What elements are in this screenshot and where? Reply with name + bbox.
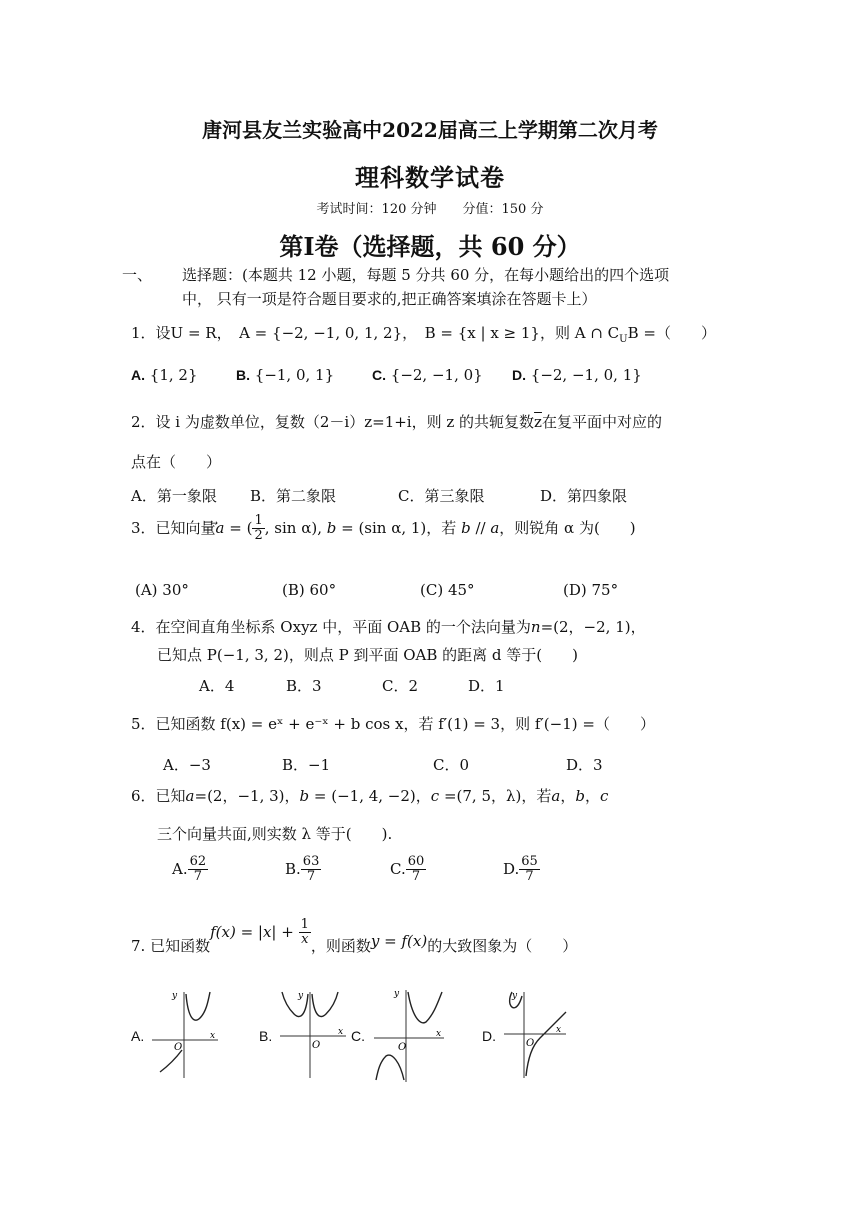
option-text: {1, 2} <box>149 366 198 384</box>
q4-option-d[interactable]: D．1 <box>468 677 505 695</box>
q4-stem-line1 <box>131 616 646 637</box>
q7-graph-a[interactable] <box>148 988 224 1080</box>
q3-option-d[interactable]: (D) 75° <box>563 581 619 599</box>
q1-option-b[interactable] <box>236 366 334 384</box>
q5-stem: 5．已知函数 f(x) = eˣ + e⁻ˣ + b cos x，若 f′(1) = 3，则 f′(−1) =（ ） <box>131 715 655 733</box>
option-label: A. <box>131 367 145 383</box>
fraction <box>188 855 209 885</box>
q4-option-c[interactable]: C．2 <box>382 677 419 695</box>
q6-stem-line2: 三个向量共面,则实数 λ 等于( ). <box>157 825 393 843</box>
q3-option-c[interactable]: (C) 45° <box>420 581 475 599</box>
fraction-num: 1 <box>300 917 309 932</box>
q6-text: ， <box>584 787 600 805</box>
q4-text: 4．在空间直角坐标系 Oxyz 中，平面 OAB 的一个法向量为 <box>131 618 531 636</box>
fraction-num: 63 <box>302 854 320 869</box>
volume-heading: 第Ⅰ卷（选择题，共 60 分） <box>279 232 581 261</box>
section-number: 一、 <box>122 266 153 284</box>
q1-option-d[interactable] <box>512 366 642 384</box>
q4-option-b[interactable]: B．3 <box>286 677 322 695</box>
exam-title: 唐河县友兰实验高中2022届高三上学期第二次月考 <box>202 118 658 142</box>
q3-text: ，则锐角 α 为( ) <box>499 518 636 537</box>
q7-function: f(x) = |x| + <box>210 922 299 941</box>
option-label: A. <box>172 859 188 878</box>
section-intro-line1: 选择题：(本题共 12 小题，每题 5 分共 60 分，在每小题给出的四个选项 <box>182 266 670 284</box>
q3-text: , sin α), <box>264 518 327 537</box>
origin-label: O <box>526 1038 535 1049</box>
q3-text: 3．已知向量 <box>131 518 216 537</box>
x-label: x <box>338 1027 344 1037</box>
q7-graph-c-label: C. <box>351 1028 365 1044</box>
fraction-num: 1 <box>254 513 263 528</box>
x-label: x <box>210 1031 216 1041</box>
vector-b: b <box>575 787 585 805</box>
q2-text-a: 2．设 i 为虚数单位，复数（2－i）z=1+i，则 z 的共轭复数 <box>131 413 535 431</box>
y-label: y <box>172 991 178 1001</box>
q7-graph-b[interactable] <box>276 988 352 1080</box>
y-label: y <box>512 991 518 1001</box>
q1-tail: B =（ ） <box>627 324 716 342</box>
q6-option-a[interactable] <box>172 855 208 885</box>
q1-stem-text: 1．设U = R， A = {−2, −1, 0, 1, 2}， B = {x | x ≥ 1}，则 A ∩ C <box>131 324 620 342</box>
q6-option-c[interactable] <box>390 855 426 885</box>
q6-text: =(2，−1, 3)， <box>194 787 300 805</box>
option-label: C. <box>390 859 406 878</box>
option-label: D. <box>512 367 526 383</box>
fraction-den: 7 <box>193 869 203 885</box>
q6-stem-line1 <box>131 785 608 806</box>
q1-option-a[interactable] <box>131 366 198 384</box>
y-label: y <box>394 989 400 999</box>
curve-right <box>186 992 210 1020</box>
q2-option-d[interactable]: D．第四象限 <box>540 487 628 505</box>
exam-info: 考试时间：120 分钟 分值：150 分 <box>316 202 544 217</box>
vector-c: c <box>599 787 609 805</box>
q1-sub: U <box>619 334 628 345</box>
fraction-den: 2 <box>254 528 263 544</box>
q3-stem <box>131 514 636 544</box>
q5-option-d[interactable]: D．3 <box>566 756 603 774</box>
curve-right <box>312 992 338 1017</box>
q6-option-b[interactable] <box>285 855 321 885</box>
q6-text: =(7, 5，λ)，若 <box>439 787 552 805</box>
option-label: D. <box>503 859 520 878</box>
x-label: x <box>436 1029 442 1039</box>
fraction-num: 62 <box>189 854 207 869</box>
origin-label: O <box>174 1042 183 1053</box>
q2-stem-line2: 点在（ ） <box>131 453 222 471</box>
y-label: y <box>298 991 304 1001</box>
origin-label: O <box>312 1040 321 1051</box>
x-label: x <box>556 1025 562 1035</box>
vector-a: a <box>551 787 561 805</box>
fraction-num: 60 <box>407 854 425 869</box>
q5-option-b[interactable]: B．−1 <box>282 756 331 774</box>
fraction-den: 7 <box>525 869 534 885</box>
q6-text: = (−1, 4, −2)， <box>309 787 431 805</box>
fraction <box>301 855 322 885</box>
option-text: {−2, −1, 0} <box>390 366 483 384</box>
q6-text: ， <box>560 787 576 805</box>
section-intro-line2: 中， 只有一项是符合题目要求的,把正确答案填涂在答题卡上） <box>182 290 597 308</box>
vector-n: n <box>530 618 541 636</box>
fraction-den: 7 <box>411 869 421 885</box>
q7-text: ，则函数 <box>310 936 371 955</box>
vector-a: a <box>185 787 195 805</box>
vector-a <box>216 519 225 537</box>
option-label: B. <box>236 367 250 383</box>
curve-left <box>282 992 308 1017</box>
q4-option-a[interactable]: A．4 <box>199 677 235 695</box>
q2-option-b[interactable]: B．第二象限 <box>250 487 337 505</box>
vector-c: c <box>430 787 440 805</box>
option-label: B. <box>285 859 301 878</box>
q2-stem-line1 <box>131 411 662 432</box>
q5-option-a[interactable]: A．−3 <box>163 756 211 774</box>
q3-text: // <box>470 518 491 537</box>
q4-stem-line2: 已知点 P(−1, 3, 2)，则点 P 到平面 OAB 的距离 d 等于( ) <box>157 646 578 664</box>
q3-option-b[interactable]: (B) 60° <box>282 581 337 599</box>
fraction <box>519 855 540 885</box>
q7-graph-b-label: B. <box>259 1028 273 1044</box>
q7-graph-d[interactable] <box>500 988 572 1080</box>
q7-text: 7. 已知函数 <box>131 936 211 955</box>
vector-b: b <box>299 787 310 805</box>
option-label: C. <box>372 367 386 383</box>
exam-subtitle: 理科数学试卷 <box>355 163 505 192</box>
q7-graph-c[interactable] <box>370 986 450 1084</box>
q3-text: = (sin α, 1)，若 <box>336 518 462 537</box>
curve-left <box>160 1050 182 1072</box>
fraction-num: 65 <box>521 854 538 869</box>
q2-zbar: $\overline{z}$ <box>534 413 542 431</box>
fraction <box>299 918 311 948</box>
vector-b: b <box>326 518 337 537</box>
q1-stem <box>131 322 716 345</box>
q2-text-b: 在复平面中对应的 <box>541 413 662 431</box>
q2-option-c[interactable]: C．第三象限 <box>398 487 485 505</box>
q3-text: = ( <box>224 518 253 537</box>
vector-b: b <box>461 518 471 537</box>
option-text: {−1, 0, 1} <box>254 366 335 384</box>
q7-stem <box>131 917 578 962</box>
curve-right <box>408 992 442 1023</box>
q2-option-a[interactable]: A．第一象限 <box>131 487 217 505</box>
fraction-den: x <box>301 932 309 948</box>
q7-graph-a-label: A. <box>131 1028 145 1044</box>
fraction <box>252 514 264 544</box>
fraction-den: 7 <box>306 869 316 885</box>
q5-option-c[interactable]: C．0 <box>433 756 470 774</box>
q6-text: 6．已知 <box>131 787 186 805</box>
q7-text: 的大致图象为（ ） <box>427 936 578 955</box>
curve-left <box>376 1055 404 1080</box>
q7-graph-d-label: D. <box>482 1028 496 1044</box>
fraction <box>406 855 427 885</box>
origin-label: O <box>398 1042 407 1053</box>
q4-text: =(2，−2, 1)， <box>540 618 646 636</box>
q3-option-a[interactable]: (A) 30° <box>135 581 189 599</box>
option-text: {−2, −1, 0, 1} <box>530 366 642 384</box>
vector-a: a <box>490 518 500 537</box>
q6-option-d[interactable] <box>503 855 540 885</box>
q1-option-c[interactable] <box>372 366 483 384</box>
vector-a-letter: a <box>215 518 225 537</box>
q7-y-function: y = f(x) <box>370 931 428 950</box>
